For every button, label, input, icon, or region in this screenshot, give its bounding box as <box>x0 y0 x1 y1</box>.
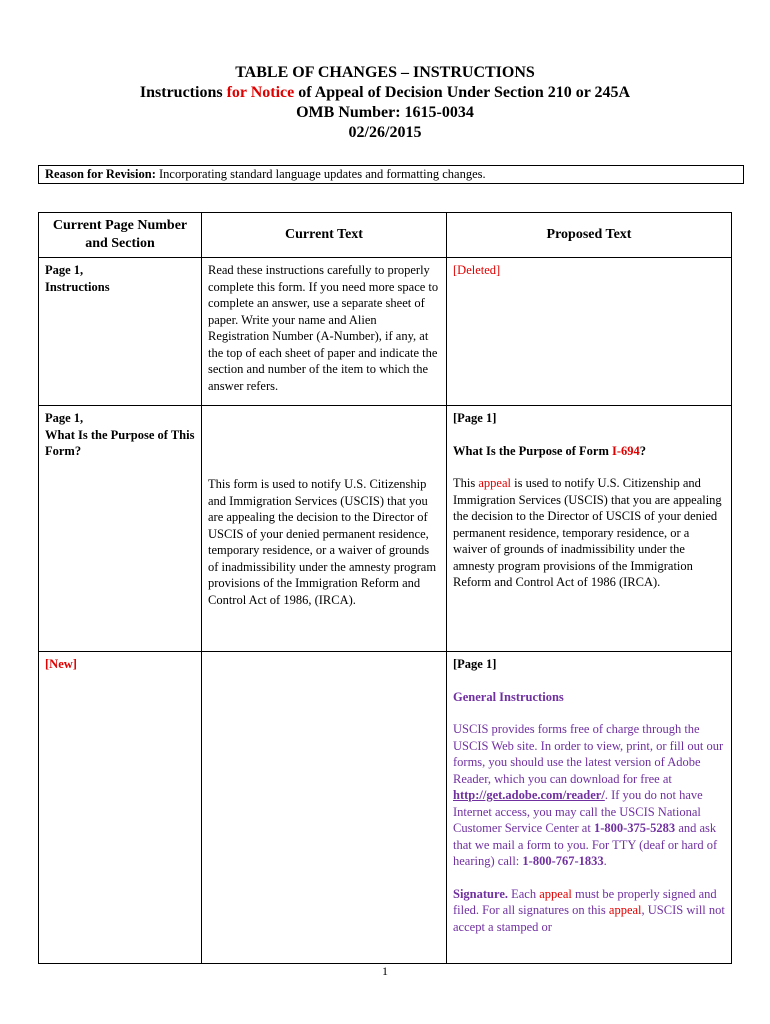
ncsc-phone: 1-800-375-5283 <box>593 821 676 835</box>
adobe-reader-link[interactable]: http://get.adobe.com/reader/ <box>453 788 605 802</box>
tty-phone: 1-800-767-1833 <box>522 854 604 868</box>
reason-for-revision <box>38 165 744 184</box>
signature-text: Signature. Each appeal must be properly signed and filed. For all signatures on this appeal, USCIS will not accept a stamped or <box>453 886 725 934</box>
omb-number: OMB Number: 1615-0034 <box>296 104 474 121</box>
row3-section: [New] <box>39 652 202 964</box>
general-instructions-text: USCIS provides forms free of charge through the USCIS Web site. In order to view, print, or fill out our forms, you should use the latest version of Adobe Reader, which you can download for free at http://get.adobe.com/reader/. If you do not have Internet access, you may call the USCIS National Customer Service Center at 1-800-375-5283 and ask that we mail a form to you. For TTY (deaf or hard of hearing) call: 1-800-767-1833. <box>453 722 724 868</box>
doc-date: 02/26/2015 <box>348 124 422 141</box>
col-header-section: Current Page Number and Section <box>39 213 202 258</box>
proposed-heading: What Is the Purpose of Form I-694? <box>453 443 647 458</box>
row2-section: Page 1, What Is the Purpose of This Form? <box>39 406 202 652</box>
col-header-current: Current Text <box>202 213 447 258</box>
row3-current <box>202 652 447 964</box>
row1-section: Page 1, Instructions <box>39 258 202 406</box>
reason-text: Incorporating standard language updates and formatting changes. <box>155 167 486 181</box>
doc-subtitle: Instructions for Notice of Appeal of Decision Under Section 210 or 245A <box>139 84 631 101</box>
document-header <box>0 63 770 143</box>
col-header-proposed: Proposed Text <box>447 213 732 258</box>
table-row <box>39 406 732 652</box>
table-row <box>39 258 732 406</box>
doc-title: TABLE OF CHANGES – INSTRUCTIONS <box>235 64 535 81</box>
reason-label: Reason for Revision: <box>45 167 156 181</box>
changes-table <box>38 212 732 964</box>
row3-proposed: [Page 1] General Instructions USCIS provides forms free of charge through the USCIS Web site. In order to view, print, or fill out our forms, you should use the latest version of Adobe Reader, which you can download for free at http://get.adobe.com/reader/. If you do not have Internet access, you may call the USCIS National Customer Service Center at 1-800-375-5283 and ask that we mail a form to you. For TTY (deaf or hard of hearing) call: 1-800-767-1833. Signature. Each appeal must be properly signed and filed. For all signatures on this appeal, USCIS will not accept a stamped or <box>447 652 732 964</box>
page-number: 1 <box>382 964 388 978</box>
row2-current: This form is used to notify U.S. Citizenship and Immigration Services (USCIS) that you are appealing the decision to the Director of USCIS of your denied permanent residence, temporary residence, or a waiver of grounds of inadmissibility under the amnesty program provisions of the Immigration Reform and Control Act of 1986, (IRCA). <box>202 406 447 652</box>
general-instructions-heading: General Instructions <box>453 689 564 704</box>
table-row <box>39 652 732 964</box>
row1-current: Read these instructions carefully to properly complete this form. If you need more space to complete an answer, use a separate sheet of paper. Write your name and Alien Registration Number (A-Number), if any, at the top of each sheet of paper and indicate the section and number of the item to which the answer refers. <box>202 258 447 406</box>
row2-proposed: [Page 1] What Is the Purpose of Form I-694? This appeal is used to notify U.S. Citizenship and Immigration Services (USCIS) that you are appealing the decision to the Director of USCIS of your denied permanent residence, temporary residence, or a waiver of grounds of inadmissibility under the amnesty program provisions of the Immigration Reform and Control Act of 1986 (IRCA). <box>447 406 732 652</box>
row1-proposed: [Deleted] <box>447 258 732 406</box>
table-header-row <box>39 213 732 258</box>
